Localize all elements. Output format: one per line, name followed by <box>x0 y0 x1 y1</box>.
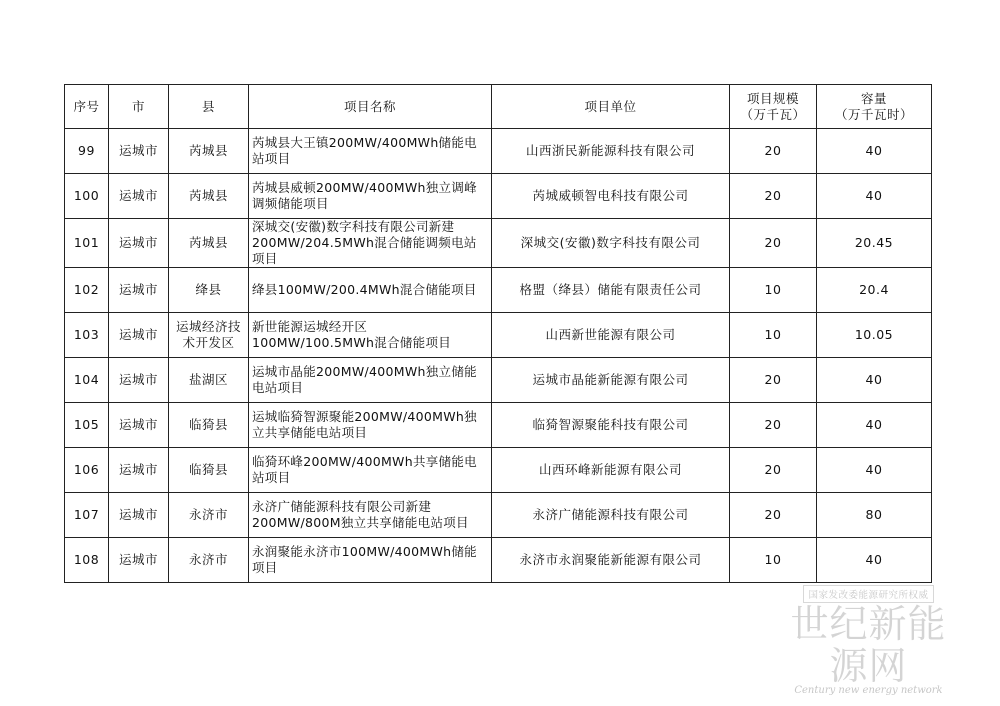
cell-city: 运城市 <box>109 313 169 358</box>
cell-city: 运城市 <box>109 129 169 174</box>
cell-index: 105 <box>65 403 109 448</box>
header-capacity <box>817 85 932 129</box>
cell-index: 103 <box>65 313 109 358</box>
cell-project-unit: 永济市永润聚能新能源有限公司 <box>492 538 730 583</box>
cell-scale: 20 <box>730 493 817 538</box>
cell-capacity: 40 <box>817 358 932 403</box>
cell-capacity: 40 <box>817 448 932 493</box>
cell-project-unit: 永济广储能源科技有限公司 <box>492 493 730 538</box>
header-capacity-line2: （万千瓦时） <box>834 106 913 122</box>
cell-county: 芮城县 <box>169 129 249 174</box>
cell-project-name: 芮城县威顿200MW/400MWh独立调峰调频储能项目 <box>249 174 492 219</box>
table-row <box>65 219 932 268</box>
cell-city: 运城市 <box>109 403 169 448</box>
cell-scale: 20 <box>730 358 817 403</box>
cell-project-name: 永润聚能永济市100MW/400MWh储能项目 <box>249 538 492 583</box>
table-row <box>65 174 932 219</box>
cell-city: 运城市 <box>109 268 169 313</box>
cell-scale: 20 <box>730 129 817 174</box>
cell-index: 108 <box>65 538 109 583</box>
cell-scale: 10 <box>730 268 817 313</box>
cell-county: 绛县 <box>169 268 249 313</box>
watermark-tagline: 国家发改委能源研究所权威 <box>803 585 933 603</box>
cell-scale: 20 <box>730 403 817 448</box>
cell-capacity: 20.45 <box>817 219 932 268</box>
cell-project-unit: 运城市晶能新能源有限公司 <box>492 358 730 403</box>
cell-county: 盐湖区 <box>169 358 249 403</box>
table-row <box>65 448 932 493</box>
cell-index: 104 <box>65 358 109 403</box>
table-row <box>65 358 932 403</box>
header-scale-line1: 项目规模 <box>746 90 799 106</box>
cell-county: 临猗县 <box>169 403 249 448</box>
cell-city: 运城市 <box>109 174 169 219</box>
cell-project-unit: 芮城威顿智电科技有限公司 <box>492 174 730 219</box>
header-project-unit: 项目单位 <box>492 85 730 129</box>
cell-city: 运城市 <box>109 538 169 583</box>
cell-capacity: 20.4 <box>817 268 932 313</box>
cell-county: 永济市 <box>169 538 249 583</box>
cell-index: 99 <box>65 129 109 174</box>
cell-project-name: 临猗环峰200MW/400MWh共享储能电站项目 <box>249 448 492 493</box>
cell-project-unit: 山西浙民新能源科技有限公司 <box>492 129 730 174</box>
cell-index: 107 <box>65 493 109 538</box>
table-body <box>65 129 932 583</box>
cell-project-name: 深城交(安徽)数字科技有限公司新建200MW/204.5MWh混合储能调频电站项目 <box>249 219 492 268</box>
header-capacity-line1: 容量 <box>860 90 887 106</box>
cell-capacity: 40 <box>817 174 932 219</box>
header-project-name: 项目名称 <box>249 85 492 129</box>
cell-county: 运城经济技术开发区 <box>169 313 249 358</box>
table-row <box>65 493 932 538</box>
cell-project-unit: 山西新世能源有限公司 <box>492 313 730 358</box>
cell-scale: 20 <box>730 219 817 268</box>
cell-project-name: 芮城县大王镇200MW/400MWh储能电站项目 <box>249 129 492 174</box>
header-county: 县 <box>169 85 249 129</box>
cell-capacity: 40 <box>817 538 932 583</box>
table-row <box>65 129 932 174</box>
header-scale-line2: （万千瓦） <box>740 106 806 122</box>
header-row <box>65 85 932 129</box>
table-row <box>65 268 932 313</box>
cell-scale: 20 <box>730 174 817 219</box>
header-city: 市 <box>109 85 169 129</box>
watermark-logo-text: 世纪新能源网 <box>790 602 947 688</box>
cell-capacity: 80 <box>817 493 932 538</box>
header-scale <box>730 85 817 129</box>
cell-project-name: 绛县100MW/200.4MWh混合储能项目 <box>249 268 492 313</box>
cell-project-unit: 山西环峰新能源有限公司 <box>492 448 730 493</box>
table-row <box>65 403 932 448</box>
cell-project-unit: 临猗智源聚能科技有限公司 <box>492 403 730 448</box>
site-watermark <box>781 583 956 696</box>
cell-capacity: 40 <box>817 403 932 448</box>
cell-county: 芮城县 <box>169 174 249 219</box>
storage-project-table <box>64 84 932 583</box>
cell-city: 运城市 <box>109 448 169 493</box>
cell-index: 106 <box>65 448 109 493</box>
cell-county: 临猗县 <box>169 448 249 493</box>
cell-city: 运城市 <box>109 219 169 268</box>
cell-project-unit: 深城交(安徽)数字科技有限公司 <box>492 219 730 268</box>
cell-city: 运城市 <box>109 358 169 403</box>
table-row <box>65 313 932 358</box>
header-index: 序号 <box>65 85 109 129</box>
table-row <box>65 538 932 583</box>
cell-index: 101 <box>65 219 109 268</box>
cell-index: 102 <box>65 268 109 313</box>
table-header <box>65 85 932 129</box>
cell-capacity: 10.05 <box>817 313 932 358</box>
cell-capacity: 40 <box>817 129 932 174</box>
cell-scale: 20 <box>730 448 817 493</box>
cell-index: 100 <box>65 174 109 219</box>
cell-city: 运城市 <box>109 493 169 538</box>
watermark-english: Century new energy network <box>794 685 943 696</box>
cell-project-name: 新世能源运城经开区100MW/100.5MWh混合储能项目 <box>249 313 492 358</box>
cell-project-name: 运城市晶能200MW/400MWh独立储能电站项目 <box>249 358 492 403</box>
cell-county: 永济市 <box>169 493 249 538</box>
cell-county: 芮城县 <box>169 219 249 268</box>
cell-scale: 10 <box>730 538 817 583</box>
cell-project-name: 永济广储能源科技有限公司新建200MW/800M独立共享储能电站项目 <box>249 493 492 538</box>
cell-project-name: 运城临猗智源聚能200MW/400MWh独立共享储能电站项目 <box>249 403 492 448</box>
cell-scale: 10 <box>730 313 817 358</box>
cell-project-unit: 格盟（绛县）储能有限责任公司 <box>492 268 730 313</box>
